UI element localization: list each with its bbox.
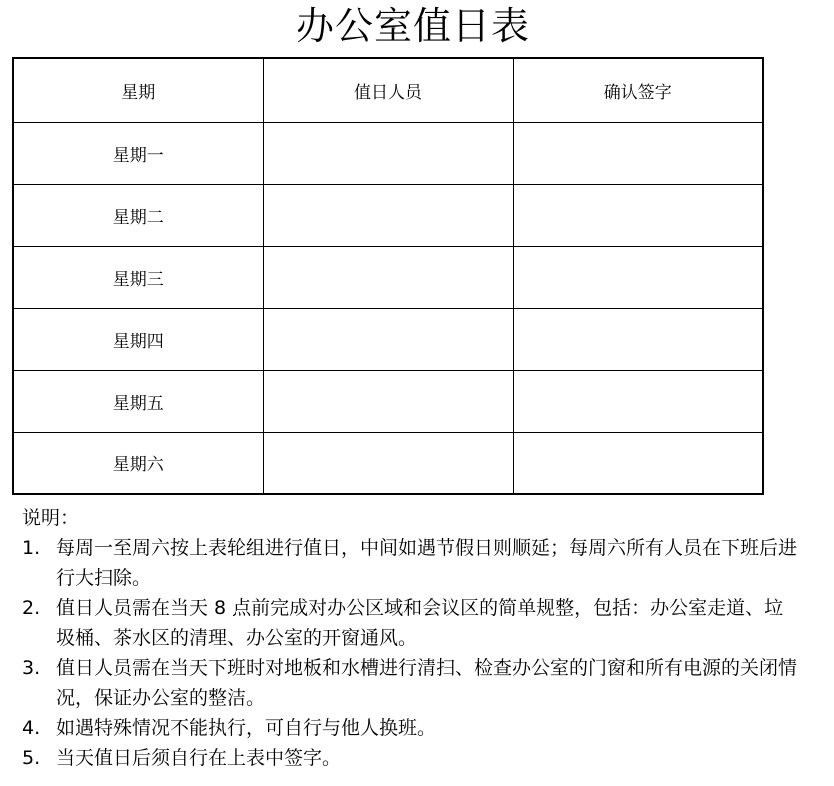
item-number: 2. bbox=[22, 597, 41, 619]
table-row bbox=[13, 308, 763, 370]
item-text: 值日人员需在当天 8 点前完成对办公区域和会议区的简单规整，包括：办公室走道、垃圾桶、茶水区的清理、办公室的开窗通风。 bbox=[56, 597, 784, 649]
table-row bbox=[13, 370, 763, 432]
list-item bbox=[22, 743, 802, 773]
person-cell[interactable] bbox=[263, 184, 513, 246]
signature-cell[interactable] bbox=[513, 370, 763, 432]
item-number: 1. bbox=[22, 537, 41, 559]
signature-cell[interactable] bbox=[513, 432, 763, 494]
person-cell[interactable] bbox=[263, 308, 513, 370]
person-cell[interactable] bbox=[263, 122, 513, 184]
table-row bbox=[13, 432, 763, 494]
day-cell: 星期一 bbox=[13, 122, 263, 184]
person-cell[interactable] bbox=[263, 246, 513, 308]
header-person: 值日人员 bbox=[263, 58, 513, 122]
list-item bbox=[22, 653, 802, 713]
person-cell[interactable] bbox=[263, 370, 513, 432]
duty-table bbox=[12, 57, 764, 495]
table-row bbox=[13, 184, 763, 246]
signature-cell[interactable] bbox=[513, 246, 763, 308]
item-number: 3. bbox=[22, 657, 41, 679]
item-text: 值日人员需在当天下班时对地板和水槽进行清扫、检查办公室的门窗和所有电源的关闭情况，保证办公室的整洁。 bbox=[56, 657, 798, 709]
table-row bbox=[13, 122, 763, 184]
list-item bbox=[22, 593, 802, 653]
signature-cell[interactable] bbox=[513, 184, 763, 246]
table-header-row bbox=[13, 58, 763, 122]
day-cell: 星期六 bbox=[13, 432, 263, 494]
header-signature: 确认签字 bbox=[513, 58, 763, 122]
day-cell: 星期五 bbox=[13, 370, 263, 432]
item-number: 5. bbox=[22, 747, 41, 769]
person-cell[interactable] bbox=[263, 432, 513, 494]
list-item bbox=[22, 533, 802, 593]
notes-list bbox=[22, 533, 802, 773]
day-cell: 星期二 bbox=[13, 184, 263, 246]
item-text: 当天值日后须自行在上表中签字。 bbox=[56, 747, 342, 769]
signature-cell[interactable] bbox=[513, 308, 763, 370]
item-text: 如遇特殊情况不能执行，可自行与他人换班。 bbox=[56, 717, 437, 739]
item-number: 4. bbox=[22, 717, 41, 739]
notes-heading: 说明： bbox=[22, 507, 80, 529]
day-cell: 星期三 bbox=[13, 246, 263, 308]
header-day: 星期 bbox=[13, 58, 263, 122]
day-cell: 星期四 bbox=[13, 308, 263, 370]
signature-cell[interactable] bbox=[513, 122, 763, 184]
item-text: 每周一至周六按上表轮组进行值日，中间如遇节假日则顺延；每周六所有人员在下班后进行大扫除。 bbox=[56, 537, 798, 589]
notes-section bbox=[22, 503, 802, 773]
list-item bbox=[22, 713, 802, 743]
table-row bbox=[13, 246, 763, 308]
page-title: 办公室值日表 bbox=[295, 4, 530, 48]
